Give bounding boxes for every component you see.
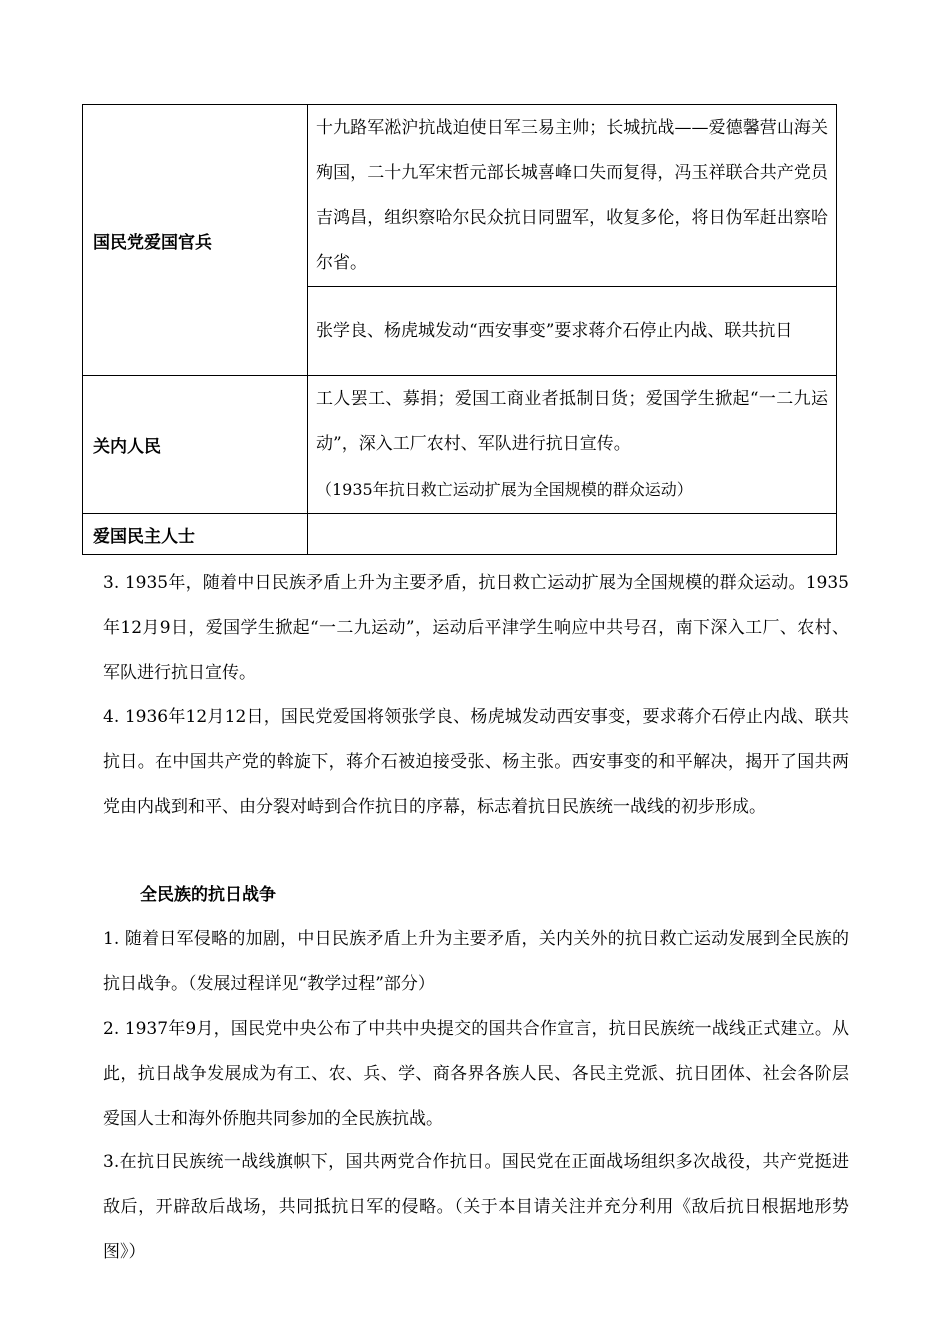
cell-text: 工人罢工、募捐；爱国工商业者抵制日货；爱国学生掀起“一二九运动”，深入工厂农村、军队进行抗日宣传。 — [316, 389, 828, 454]
row-content-xian-incident — [308, 287, 837, 376]
row-label-kmt-officers: 国民党爱国官兵 — [83, 105, 308, 376]
paragraph-national-war: 1. 随着日军侵略的加剧，中日民族矛盾上升为主要矛盾，关内关外的抗日救亡运动发展到全民族的抗日战争。（发展过程详见“教学过程”部分） — [103, 929, 849, 994]
row-label-guannei-people: 关内人民 — [83, 376, 308, 514]
cell-text: 十九路军淞沪抗战迫使日军三易主帅；长城抗战——爱德馨营山海关殉国，二十九军宋哲元部长城喜峰口失而复得，冯玉祥联合共产党员吉鸿昌，组织察哈尔民众抗日同盟军，收复多伦，将日伪军赶出察哈尔省。 — [316, 118, 828, 273]
table-row — [83, 105, 837, 287]
row-content-guannei-people — [308, 376, 837, 514]
paragraph-1935-movement: 3. 1935年，随着中日民族矛盾上升为主要矛盾，抗日救亡运动扩展为全国规模的群众运动。1935年12月9日，爱国学生掀起“一二九运动”，运动后平津学生响应中共号召，南下深入工厂、农村、军队进行抗日宣传。 — [103, 573, 849, 683]
paragraph-cooperation: 3.在抗日民族统一战线旗帜下，国共两党合作抗日。国民党在正面战场组织多次战役，共产党挺进敌后，开辟敌后战场，共同抵抗日军的侵略。（关于本目请关注并充分利用《敌后抗日根据地形势图》） — [103, 1152, 849, 1262]
section-heading: 全民族的抗日战争 — [140, 885, 276, 905]
cell-note: （1935年抗日救亡运动扩展为全国规模的群众运动） — [316, 480, 693, 499]
table-row — [83, 376, 837, 514]
row-content-kmt-resistance — [308, 105, 837, 287]
table-row — [83, 514, 837, 555]
cell-text: 张学良、杨虎城发动“西安事变”要求蒋介石停止内战、联共抗日 — [316, 320, 793, 341]
row-content-democrats — [308, 514, 837, 555]
paragraph-united-front: 2. 1937年9月，国民党中央公布了中共中央提交的国共合作宣言，抗日民族统一战线正式建立。从此，抗日战争发展成为有工、农、兵、学、商各界各族人民、各民主党派、抗日团体、社会各阶层爱国人士和海外侨胞共同参加的全民族抗战。 — [103, 1019, 849, 1129]
paragraph-xian-incident: 4. 1936年12月12日，国民党爱国将领张学良、杨虎城发动西安事变，要求蒋介石停止内战、联共抗日。在中国共产党的斡旋下，蒋介石被迫接受张、杨主张。西安事变的和平解决，揭开了国共两党由内战到和平、由分裂对峙到合作抗日的序幕，标志着抗日民族统一战线的初步形成。 — [103, 707, 849, 817]
resistance-forces-table — [82, 104, 837, 555]
row-label-democrats: 爱国民主人士 — [83, 514, 308, 555]
